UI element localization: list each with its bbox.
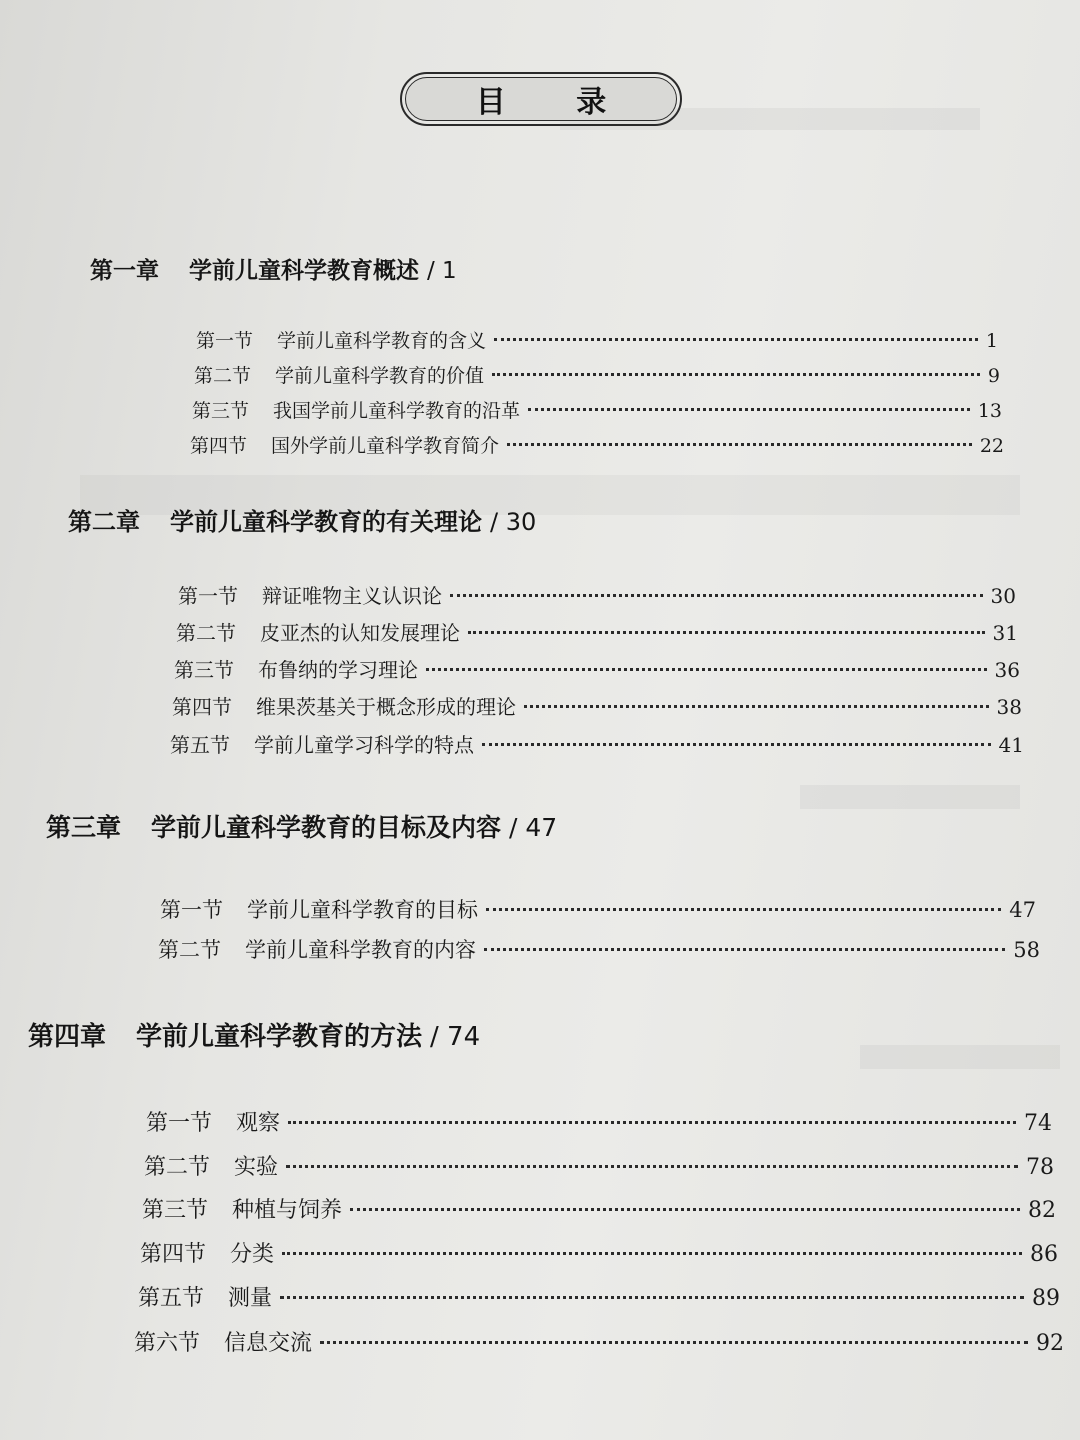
title-inner-border	[405, 77, 677, 121]
section-number: 第二节	[194, 365, 252, 387]
section-entry	[170, 729, 1024, 758]
section-entry	[144, 1150, 1054, 1181]
section-number: 第二节	[158, 938, 221, 962]
section-number: 第二节	[176, 621, 236, 645]
section-entry	[160, 894, 1036, 924]
section-entry	[142, 1193, 1056, 1224]
section-title: 学前儿童科学教育的价值	[275, 365, 485, 387]
section-entry	[192, 396, 1002, 423]
section-number: 第一节	[160, 898, 223, 922]
section-page: 1	[985, 330, 998, 352]
chapter-page: / 74	[430, 1022, 481, 1052]
section-page: 92	[1036, 1331, 1064, 1356]
section-number: 第三节	[174, 658, 234, 682]
chapter-heading	[68, 502, 536, 537]
section-number: 第一节	[178, 584, 238, 608]
section-page: 82	[1028, 1198, 1056, 1223]
section-page: 86	[1030, 1242, 1058, 1267]
dot-leader	[350, 1208, 1020, 1211]
section-page: 58	[1013, 938, 1040, 962]
chapter-page: / 30	[490, 508, 537, 536]
bleed-through-decoration	[860, 1045, 1060, 1069]
section-entry	[174, 654, 1020, 683]
section-number: 第五节	[170, 733, 230, 757]
section-title: 学前儿童科学教育的目标	[247, 898, 478, 922]
section-title: 分类	[230, 1242, 275, 1267]
section-page: 22	[979, 435, 1004, 457]
dot-leader	[484, 948, 1005, 951]
dot-leader	[507, 443, 972, 446]
section-number: 第二节	[144, 1155, 211, 1180]
section-title: 学前儿童学习科学的特点	[254, 733, 474, 757]
section-title: 我国学前儿童科学教育的沿革	[273, 400, 521, 422]
section-title: 维果茨基关于概念形成的理论	[256, 695, 516, 719]
chapter-number: 第三章	[46, 813, 122, 842]
section-page: 47	[1009, 898, 1036, 922]
chapter-title: 学前儿童科学教育的有关理论	[170, 508, 482, 536]
section-page: 9	[987, 365, 1000, 387]
section-number: 第六节	[134, 1331, 201, 1356]
chapter-page: / 1	[427, 258, 457, 284]
chapter-page: / 47	[509, 813, 558, 842]
section-number: 第四节	[140, 1242, 207, 1267]
section-entry	[138, 1281, 1060, 1312]
section-page: 31	[992, 621, 1018, 645]
section-number: 第四节	[190, 435, 248, 457]
dot-leader	[450, 594, 983, 597]
section-number: 第三节	[192, 400, 250, 422]
section-number: 第五节	[138, 1286, 205, 1311]
section-number: 第一节	[196, 330, 254, 352]
section-title: 学前儿童科学教育的含义	[277, 330, 487, 352]
section-number: 第三节	[142, 1198, 209, 1223]
chapter-heading	[46, 808, 557, 844]
section-title: 测量	[228, 1286, 273, 1311]
section-title: 国外学前儿童科学教育简介	[271, 435, 500, 457]
section-page: 38	[996, 695, 1022, 719]
section-entry	[178, 580, 1016, 609]
toc-title-box	[400, 72, 682, 126]
dot-leader	[426, 668, 987, 671]
chapter-heading	[28, 1016, 480, 1053]
section-page: 89	[1032, 1286, 1060, 1311]
section-entry	[194, 361, 1000, 388]
section-entry	[176, 617, 1018, 646]
dot-leader	[492, 373, 980, 376]
section-entry	[146, 1106, 1052, 1137]
dot-leader	[288, 1121, 1016, 1124]
section-title: 布鲁纳的学习理论	[258, 658, 418, 682]
section-entry	[196, 326, 998, 353]
section-title: 皮亚杰的认知发展理论	[260, 621, 460, 645]
section-number: 第一节	[146, 1111, 213, 1136]
section-page: 74	[1024, 1111, 1052, 1136]
section-entry	[140, 1237, 1058, 1268]
section-title: 学前儿童科学教育的内容	[245, 938, 476, 962]
section-page: 78	[1026, 1155, 1054, 1180]
section-page: 36	[994, 658, 1020, 682]
dot-leader	[282, 1252, 1022, 1255]
chapter-heading	[90, 252, 457, 285]
section-title: 辩证唯物主义认识论	[262, 584, 442, 608]
dot-leader	[494, 338, 978, 341]
chapter-title: 学前儿童科学教育的方法	[136, 1022, 423, 1052]
dot-leader	[524, 705, 989, 708]
dot-leader	[468, 631, 985, 634]
dot-leader	[482, 743, 991, 746]
section-title: 信息交流	[224, 1331, 313, 1356]
section-page: 41	[998, 733, 1024, 757]
dot-leader	[486, 908, 1001, 911]
chapter-number: 第四章	[28, 1022, 107, 1052]
chapter-number: 第二章	[68, 508, 140, 536]
section-title: 种植与饲养	[232, 1198, 343, 1223]
chapter-title: 学前儿童科学教育概述	[189, 258, 419, 284]
section-title: 实验	[234, 1155, 279, 1180]
toc-title: 目 录	[475, 85, 637, 120]
section-entry	[158, 934, 1040, 964]
section-entry	[134, 1326, 1064, 1357]
chapter-number: 第一章	[90, 258, 159, 284]
section-page: 13	[977, 400, 1002, 422]
dot-leader	[528, 408, 970, 411]
section-title: 观察	[236, 1111, 281, 1136]
chapter-title: 学前儿童科学教育的目标及内容	[151, 813, 502, 842]
bleed-through-decoration	[800, 785, 1020, 809]
dot-leader	[320, 1341, 1028, 1344]
section-page: 30	[990, 584, 1016, 608]
dot-leader	[280, 1296, 1024, 1299]
section-number: 第四节	[172, 695, 232, 719]
section-entry	[190, 431, 1004, 458]
dot-leader	[286, 1165, 1018, 1168]
section-entry	[172, 691, 1022, 720]
